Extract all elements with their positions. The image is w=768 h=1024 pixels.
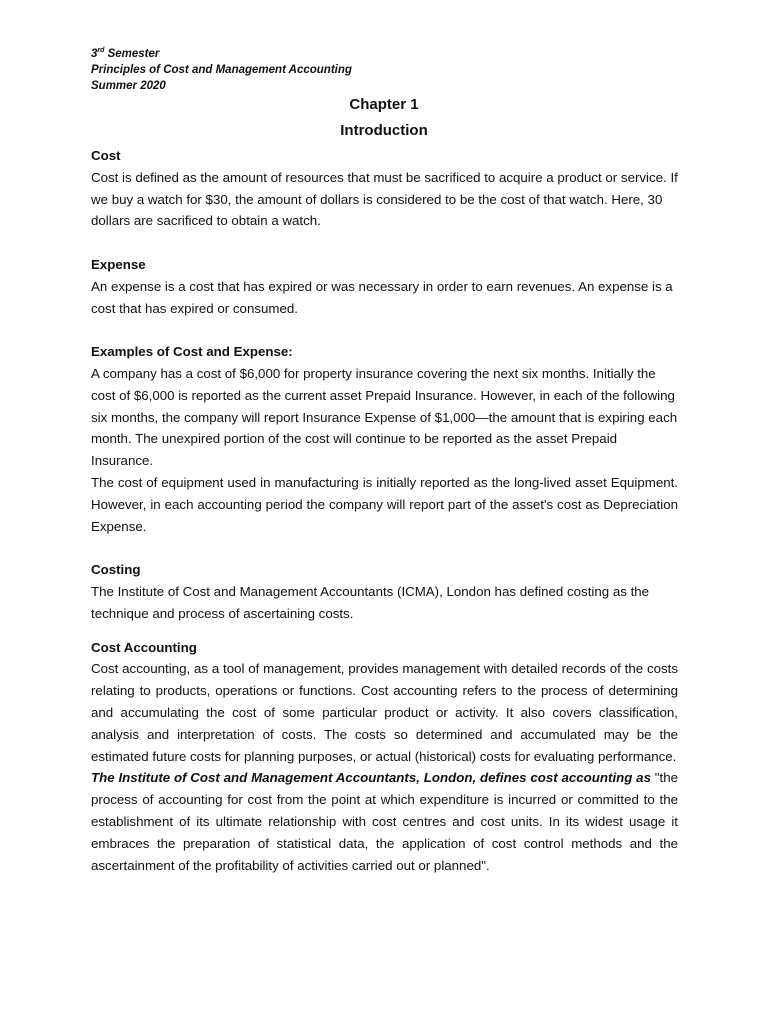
section-text-costing: The Institute of Cost and Management Accountants (ICMA), London has defined costing as the technique and process of ascertaining costs. [91, 583, 650, 621]
chapter-title: Introduction [340, 122, 428, 139]
section-text-examples-2: The cost of equipment used in manufacturing is initially reported as the long-lived asset Equipment. However, in each accounting period the company will report part of the asset's cost as Depreciation Expense. [91, 474, 678, 534]
section-title-expense: Expense [91, 256, 146, 272]
section-text-cost-accounting-definition [91, 767, 678, 876]
section-title-cost-accounting: Cost Accounting [91, 639, 197, 655]
term: Summer 2020 [91, 80, 166, 92]
section-title-examples: Examples of Cost and Expense: [91, 344, 293, 360]
document-body [91, 145, 678, 876]
semester-superscript: rd [97, 47, 105, 55]
course-name: Principles of Cost and Management Accounting [91, 64, 352, 76]
semester-line: 3rd Semester [91, 47, 160, 60]
definition-text: "the process of accounting for cost from the point at which expenditure is incurred or committed to the establishment of its ultimate relationship with cost centres and cost units. In its widest usage it embraces the preparation of statistical data, the application of cost control methods and the ascertainment of the profitability of activities carried out or planned". [91, 770, 678, 873]
chapter-number: Chapter 1 [349, 96, 419, 113]
section-text-expense: An expense is a cost that has expired or was necessary in order to earn revenues. An expense is a cost that has expired or consumed. [91, 278, 673, 316]
document-header [91, 46, 352, 94]
section-text-examples-1: A company has a cost of $6,000 for property insurance covering the next six months. Initially the cost of $6,000 is reported as the current asset Prepaid Insurance. However, in each of the following six months, the company will report Insurance Expense of $1,000—the amount that is expiring each month. The unexpired portion of the cost will continue to be reported as the asset Prepaid Insurance. [91, 365, 678, 469]
section-text-cost-accounting-1: Cost accounting, as a tool of management, provides management with detailed records of the costs relating to products, operations or functions. Cost accounting refers to the process of determining and accumulating the cost of some particular product or activity. It also covers classification, analysis and interpretation of costs. The costs so determined and accumulated may be the estimated future costs for planning purposes, or actual (historical) costs for evaluating performance. [91, 661, 678, 764]
section-title-cost: Cost [91, 148, 121, 163]
section-title-costing: Costing [91, 562, 141, 578]
definition-lead: The Institute of Cost and Management Accountants, London, defines cost accounting as [91, 770, 651, 786]
section-text-cost: Cost is defined as the amount of resources that must be sacrificed to acquire a product or service. If we buy a watch for $30, the amount of dollars is considered to be the cost of that watch. Here, 30 dollars are sacrificed to obtain a watch. [91, 169, 678, 229]
